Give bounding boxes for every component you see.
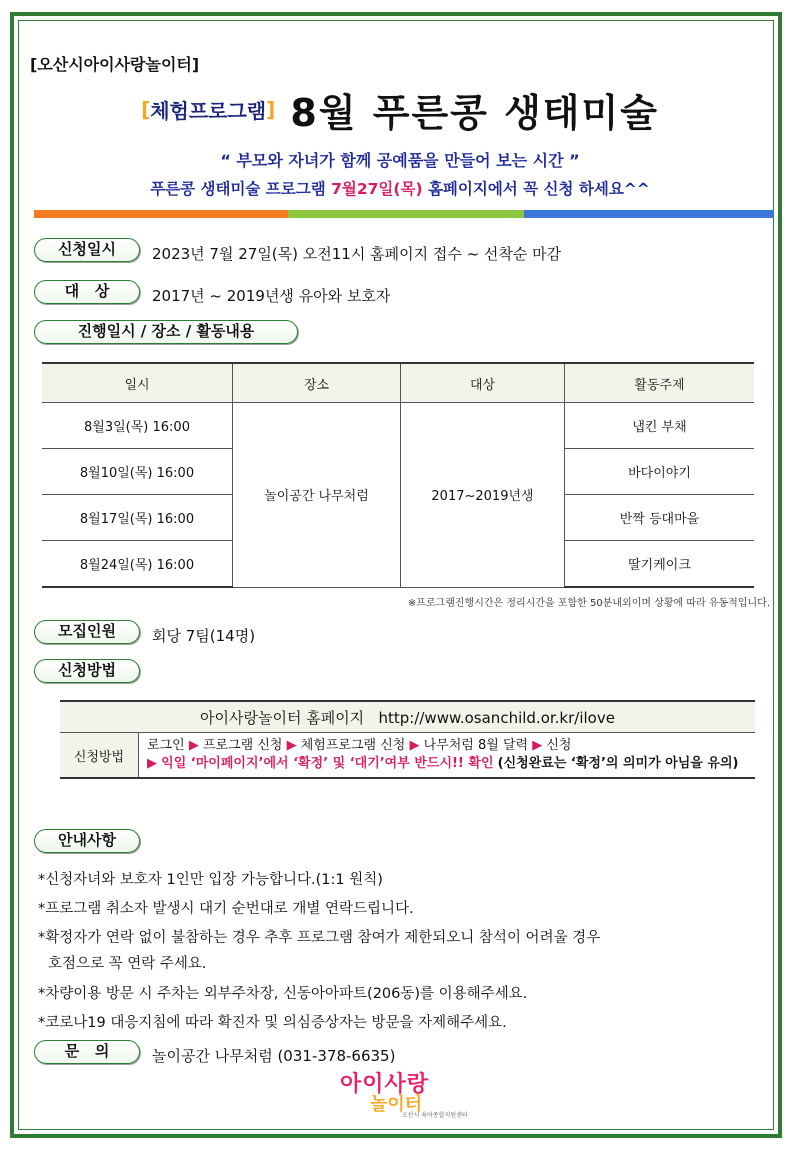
subtitle-apply-a: 푸른콩 생태미술 프로그램 bbox=[150, 180, 332, 198]
schedule-topic: 반짝 등대마을 bbox=[565, 495, 755, 541]
logo-small: 오산시 육아종합지원센터 bbox=[402, 1112, 468, 1119]
schedule-topic: 바다이야기 bbox=[565, 449, 755, 495]
notice-item: *차량이용 방문 시 주차는 외부주차장, 신동아아파트(206동)를 이용해주세요. bbox=[38, 986, 528, 1002]
apply-method-content bbox=[139, 733, 756, 779]
schedule-label: 진행일시 / 장소 / 활동내용 bbox=[34, 320, 298, 344]
step-apply: 신청 bbox=[546, 738, 572, 753]
title-row bbox=[0, 82, 800, 137]
apply-table bbox=[60, 700, 755, 779]
schedule-date: 8월3일(목) 16:00 bbox=[42, 403, 233, 449]
step-program-apply: 프로그램 신청 bbox=[202, 738, 283, 753]
confirm-note: (신청완료는 ‘확정’의 의미가 아님을 유의) bbox=[497, 756, 739, 771]
schedule-topic: 냅킨 부채 bbox=[565, 403, 755, 449]
contact-text: 놀이공간 나무처럼 (031-378-6635) bbox=[152, 1047, 396, 1065]
arrow-icon: ▶ bbox=[147, 756, 157, 771]
schedule-header-target: 대상 bbox=[401, 363, 565, 403]
notice-label: 안내사항 bbox=[34, 829, 140, 853]
color-bar-orange bbox=[34, 210, 288, 218]
subtitle-apply-date: 7월27일(목) bbox=[331, 180, 423, 198]
program-tag: 체험프로그램 bbox=[150, 99, 267, 123]
tag-bracket-open: [ bbox=[141, 97, 151, 122]
schedule-date: 8월17일(목) 16:00 bbox=[42, 495, 233, 541]
schedule-target: 2017~2019년생 bbox=[401, 403, 565, 588]
logo bbox=[340, 1074, 468, 1119]
schedule-date: 8월10일(목) 16:00 bbox=[42, 449, 233, 495]
table-row bbox=[42, 403, 754, 449]
apply-date-text: 2023년 7월 27일(목) 오전11시 홈페이지 접수 ~ 선착순 마감 bbox=[152, 245, 562, 263]
arrow-icon: ▶ bbox=[409, 738, 420, 753]
subtitle-apply bbox=[0, 177, 800, 199]
schedule-place: 놀이공간 나무처럼 bbox=[233, 403, 401, 588]
subtitle-quote: “ 부모와 자녀가 함께 공예품을 만들어 보는 시간 ” bbox=[220, 151, 580, 170]
step-experience-apply: 체험프로그램 신청 bbox=[300, 738, 406, 753]
recruit-label: 모집인원 bbox=[34, 620, 140, 644]
tag-bracket-close: ] bbox=[266, 97, 276, 122]
apply-method-label: 신청방법 bbox=[60, 733, 139, 779]
color-bar-blue bbox=[524, 210, 774, 218]
schedule-topic: 딸기케이크 bbox=[565, 541, 755, 588]
apply-header-row bbox=[60, 701, 755, 733]
logo-line2: 놀이터 bbox=[370, 1094, 423, 1115]
logo-line1: 아이사랑 bbox=[340, 1072, 430, 1097]
schedule-header-date: 일시 bbox=[42, 363, 233, 403]
step-calendar: 나무처럼 8월 달력 bbox=[423, 738, 529, 753]
notice-item: *확정자가 연락 없이 불참하는 경우 추후 프로그램 참여가 제한되오니 참석이 어려울 경우 bbox=[38, 930, 601, 946]
schedule-table bbox=[42, 362, 754, 588]
target-text: 2017년 ~ 2019년생 유아와 보호자 bbox=[152, 287, 391, 305]
org-name: [오산시아이사랑놀이터] bbox=[30, 55, 200, 74]
apply-body-row bbox=[60, 733, 755, 779]
schedule-note: ※프로그램진행시간은 정리시간을 포함한 50분내외이며 상황에 따라 유동적입니다. bbox=[407, 598, 770, 609]
recruit-text: 회당 7팀(14명) bbox=[152, 627, 256, 645]
step-login: 로그인 bbox=[147, 738, 185, 753]
target-label: 대 상 bbox=[34, 280, 140, 304]
arrow-icon: ▶ bbox=[532, 738, 543, 753]
confirm-warning: 익일 ‘마이페이지’에서 ‘확정’ 및 ‘대기’여부 반드시!! 확인 bbox=[161, 756, 494, 771]
apply-header: 아이사랑놀이터 홈페이지 http://www.osanchild.or.kr/ilove bbox=[60, 701, 755, 733]
notice-item: *코로나19 대응지침에 따라 확진자 및 의심증상자는 방문을 자제해주세요. bbox=[38, 1015, 507, 1031]
notice-item: *신청자녀와 보호자 1인만 입장 가능합니다.(1:1 원칙) bbox=[38, 872, 383, 888]
apply-date-label: 신청일시 bbox=[34, 238, 140, 262]
notice-item: *프로그램 취소자 발생시 대기 순번대로 개별 연락드립니다. bbox=[38, 901, 414, 917]
schedule-header-place: 장소 bbox=[233, 363, 401, 403]
color-bar-green bbox=[288, 210, 524, 218]
arrow-icon: ▶ bbox=[188, 738, 199, 753]
subtitle-apply-b: 홈페이지에서 꼭 신청 하세요^^ bbox=[422, 180, 650, 198]
schedule-header-row bbox=[42, 363, 754, 403]
contact-label: 문 의 bbox=[34, 1040, 140, 1064]
method-label: 신청방법 bbox=[34, 659, 140, 683]
schedule-header-topic: 활동주제 bbox=[565, 363, 755, 403]
arrow-icon: ▶ bbox=[286, 738, 297, 753]
schedule-date: 8월24일(목) 16:00 bbox=[42, 541, 233, 588]
notice-item: 호점으로 꼭 연락 주세요. bbox=[48, 956, 207, 972]
page-title: 8월 푸른콩 생태미술 bbox=[290, 91, 659, 135]
